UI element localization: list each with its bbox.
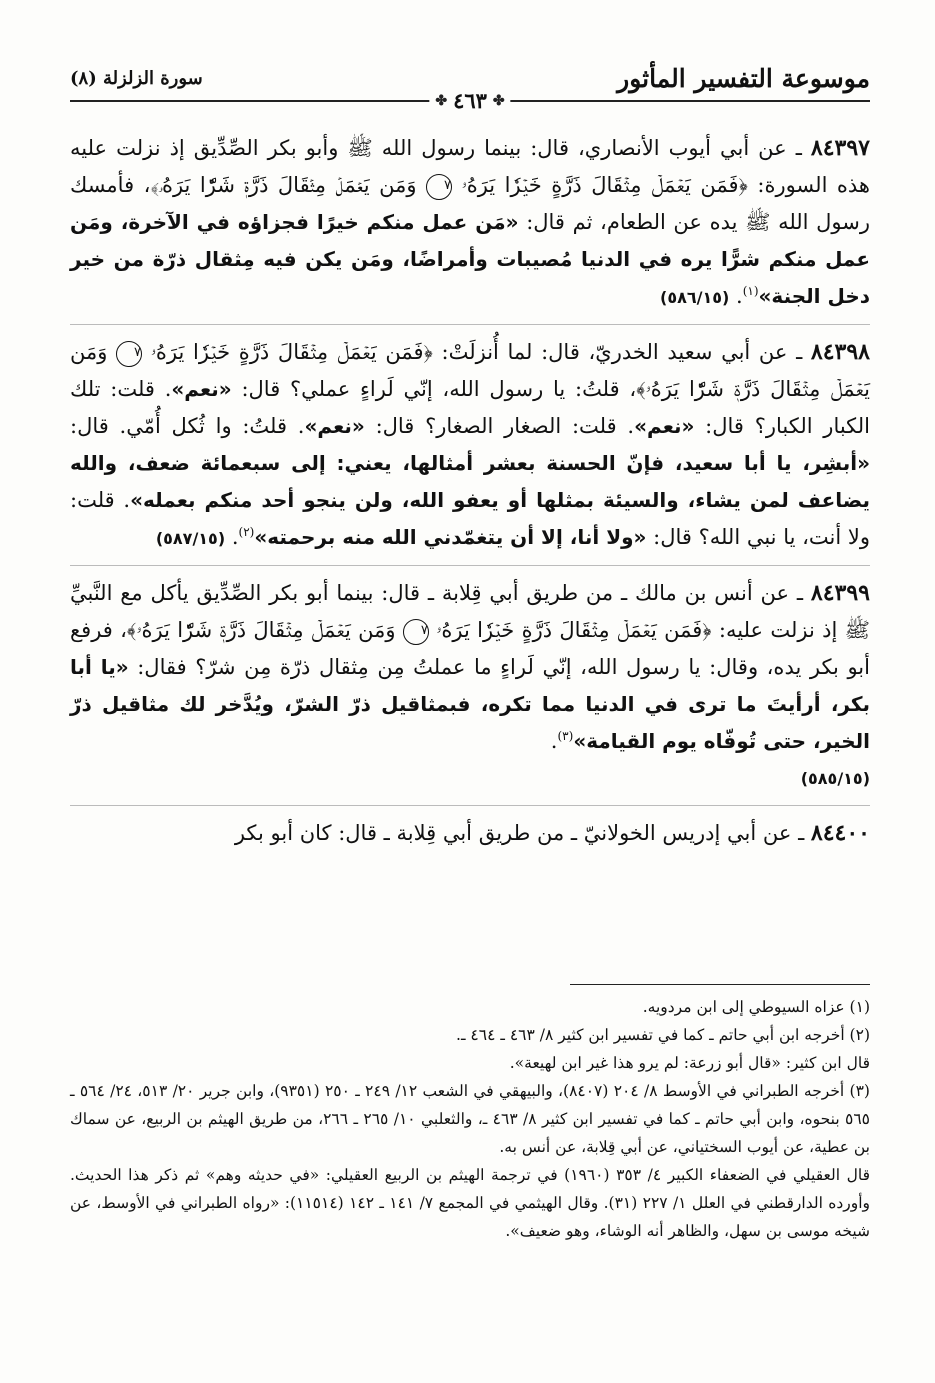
hadith-entry	[70, 565, 870, 805]
surah-title: سورة الزلزلة (٨)	[70, 68, 203, 89]
narration-text: ، فأمسك رسول الله ﷺ يده عن الطعام، ثم قال:	[70, 173, 870, 234]
hadith-text	[70, 334, 870, 557]
ornament-icon: ✤	[435, 92, 448, 109]
hadith-number: ٨٤٣٩٧	[810, 135, 870, 161]
ornament-icon: ✤	[492, 92, 505, 109]
footnote-ref: (٣)	[557, 729, 574, 743]
narration-text: .	[231, 525, 239, 549]
quran-verse: وَمَن يَعۡمَلۡ مِثۡقَالَ ذَرَّةٖ شَرّٗا يَرَهُۥ﴾	[126, 618, 403, 642]
narration-text: ، فرفع أبو بكر يده، وقال: يا رسول الله، إنّي لَراءٍ ما عملتُ مِن مِثقال ذرّة مِن شرّ؟ فقال:	[70, 618, 870, 679]
hadith-number: ٨٤٣٩٩	[810, 580, 870, 606]
volume-ref: (٥٨٥/١٥)	[800, 769, 870, 788]
footnote: (٢) أخرجه ابن أبي حاتم ـ كما في تفسير ابن كثير ٨/ ٤٦٣ ـ ٤٦٤ ـ.	[456, 1026, 870, 1044]
prophetic-saying: «نعم»	[171, 377, 232, 401]
hadith-number: ٨٤٤٠٠	[810, 820, 870, 846]
hadith-text	[70, 130, 870, 316]
prophetic-saying: «يا أبا بكر، أرأيتَ ما ترى في الدنيا مما تكره، فبمثاقيل ذرّ الشرّ، ويُدَّخر لك مثاقيل ذرّ الخير، حتى تُوفّاه يوم القيامة»	[70, 655, 870, 753]
main-text	[70, 130, 870, 860]
narration-text: ـ عن أبي أيوب الأنصاري، قال: بينما رسول الله ﷺ وأبو بكر الصِّدِّيق إذ نزلت عليه هذه السورة:	[70, 136, 870, 197]
prophetic-saying: «نعم»	[304, 414, 365, 438]
hadith-entry	[70, 324, 870, 565]
ayah-number: ٧	[116, 341, 142, 367]
quran-verse: ﴿فَمَن يَعۡمَلۡ مِثۡقَالَ ذَرَّةٍ خَيۡرٗا يَرَهُۥ	[461, 173, 748, 197]
footnote: قال ابن كثير: «قال أبو زرعة: لم يرو هذا غير ابن لهيعة».	[509, 1054, 870, 1072]
page-header	[70, 48, 870, 120]
narration-text: ـ عن أبي سعيد الخدريّ، قال: لما أُنزلَتْ:	[432, 340, 811, 364]
quran-verse: وَمَن يَعۡمَلۡ مِثۡقَالَ ذَرَّةٖ شَرّٗا يَرَهُۥ﴾	[150, 173, 426, 197]
prophetic-saying: «ولا أنا، إلا أن يتغمّدني الله منه برحمته»	[254, 525, 647, 549]
ayah-number: ٧	[403, 619, 429, 645]
narration-text: ـ عن أنس بن مالك ـ من طريق أبي قِلابة ـ قال: بينما أبو بكر الصِّدِّيق يأكل مع النَّبيِّ ﷺ إذ نزلت عليه:	[70, 581, 870, 642]
footnote-ref: (٢)	[238, 525, 255, 539]
hadith-text	[70, 815, 870, 852]
prophetic-saying: «نعم»	[634, 414, 695, 438]
hadith-entry	[70, 805, 870, 860]
footnote-ref: (١)	[742, 284, 759, 298]
narration-text: .	[550, 729, 558, 753]
narration-text: .	[736, 284, 743, 308]
narration-text: . قلت: ولا أنت، يا نبي الله؟ قال:	[70, 488, 870, 549]
volume-ref: (٥٨٧/١٥)	[155, 529, 226, 548]
volume-ref: (٥٨٦/١٥)	[660, 288, 730, 307]
narration-text: . قلت: تلك الكبار الكبار؟ قال:	[70, 377, 871, 438]
prophetic-saying: «مَن عمل منكم خيرًا فجزاؤه في الآخرة، ومَن عمل منكم شرًّا يره في الدنيا مُصيبات وأمراضًا، ومَن يكن فيه مِثقال ذرّة من خير دخل الجنة»	[70, 210, 870, 308]
footnote: (١) عزاه السيوطي إلى ابن مردويه.	[642, 998, 870, 1016]
hadith-number: ٨٤٣٩٨	[810, 339, 870, 365]
footnote: قال العقيلي في الضعفاء الكبير ٤/ ٣٥٣ (١٩٦٠) في ترجمة الهيثم بن الربيع العقيلي: «في حديثه وهم» ثم ذكر هذا الحديث. وأورده الدارقطني في العلل ١/ ٢٢٧ (٣١). وقال الهيثمي في المجمع ٧/ ١٤١ ـ ١٤٢ (١١٥١٤): «رواه الطبراني في الأوسط، عن شيخه موسى بن سهل، والظاهر أنه الوشاء، وهو ضعيف».	[70, 1166, 870, 1240]
quran-verse: ﴿فَمَن يَعۡمَلۡ مِثۡقَالَ ذَرَّةٍ خَيۡرٗا يَرَهُۥ	[436, 618, 712, 642]
narration-text: . قلت: الصغار الصغار؟ قال:	[364, 414, 635, 438]
hadith-text	[70, 575, 870, 797]
footnote: (٣) أخرجه الطبراني في الأوسط ٨/ ٢٠٤ (٨٤٠٧)، والبيهقي في الشعب ١٢/ ٢٤٩ ـ ٢٥٠ (٩٣٥١)، وابن جرير ٢٠/ ٥١٣، ٢٤/ ٥٦٤ ـ ٥٦٥ بنحوه، وابن أبي حاتم ـ كما في تفسير ابن كثير ٨/ ٤٦٣ ـ، والثعلبي ١٠/ ٢٦٥ ـ ٢٦٦، من طريق الهيثم بن الربيع، عن سماك بن عطية، عن أيوب السختياني، عن أبي قِلابة، عن أنس به.	[70, 1082, 870, 1156]
ayah-number: ٧	[426, 174, 452, 200]
hadith-entry	[70, 130, 870, 324]
prophetic-saying: «أبشِر، يا أبا سعيد، فإنّ الحسنة بعشر أمثالها، يعني: إلى سبعمائة ضعف، والله يضاعف لمن يشاء، والسيئة بمثلها أو يعفو الله، ولن ينجو أحد منكم بعمله»	[70, 451, 870, 512]
quran-verse: وَمَن يَعۡمَلۡ مِثۡقَالَ ذَرَّةٖ شَرّٗا يَرَهُۥ﴾	[70, 340, 870, 401]
footnote-separator	[570, 984, 870, 985]
narration-text: ـ عن أبي إدريس الخولانيّ ـ من طريق أبي قِلابة ـ قال: كان أبو بكر	[234, 821, 811, 845]
page-number: ٤٦٣	[453, 88, 487, 113]
page-number-box	[429, 88, 510, 113]
quran-verse: ﴿فَمَن يَعۡمَلۡ مِثۡقَالَ ذَرَّةٍ خَيۡرٗا يَرَهُۥ	[150, 340, 433, 364]
narration-text: ، قلتُ: يا رسول الله، إنّي لَراءٍ عملي؟ قال:	[231, 377, 637, 401]
narration-text: . قلتُ: وا ثُكل أُمّي. قال:	[70, 414, 305, 438]
footnotes	[70, 993, 870, 1245]
book-title: موسوعة التفسير المأثور	[617, 64, 870, 93]
